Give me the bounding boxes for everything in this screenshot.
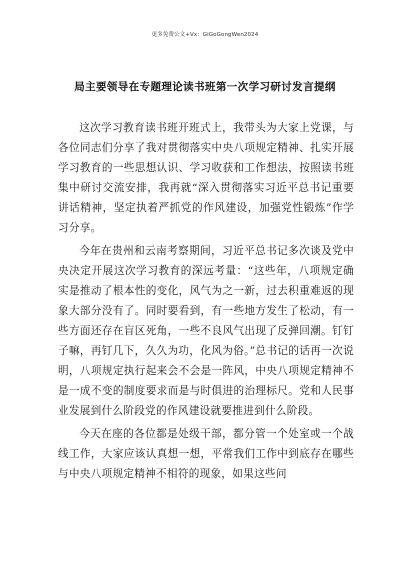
document-body xyxy=(58,118,354,487)
header-note: 更多免费公文+Vx：GiGoGongWen2024 xyxy=(151,32,259,38)
paragraph-2: 今年在贵州和云南考察期间，习近平总书记多次谈及党中央决定开展这次学习教育的深远考量：“这些年，八项规定确实是推动了根本性的变化，风气为之一新，过去积重难返的现象大部分没有了。同时要看到，有一些地方发生了松动，有一些方面还存在盲区死角，一些不良风气出现了反弹回潮。钉钉子嘛，再钉几下，久久为功，化风为俗。”总书记的话再一次说明，八项规定执行起来会不会是一阵风，中央八项规定精神不是一成不变的制度要求而是与时俱进的治理标尺。党和人民事业发展到什么阶段党的作风建设就要推进到什么阶段。 xyxy=(58,245,354,417)
document-title: 局主要领导在专题理论读书班第一次学习研讨发言提纲 xyxy=(74,81,336,93)
paragraph-3: 今天在座的各位都是处级干部，都分管一个处室或一个战线工作，大家应该认真想一想，平常我们工作中到底存在哪些与中央八项规定精神不相符的现象，如果这些问 xyxy=(58,428,354,480)
paragraph-1: 这次学习教育读书班开班式上，我带头为大家上党课，与各位同志们分享了我对贯彻落实中央八项规定精神、扎实开展学习教育的一些思想认识、学习收获和工作想法，按照读书班集中研讨交流安排，我再就“深入贯彻落实习近平总书记重要讲话精神，坚定执着严抓党的作风建设，加强党性锻炼”作学习分享。 xyxy=(58,122,354,234)
